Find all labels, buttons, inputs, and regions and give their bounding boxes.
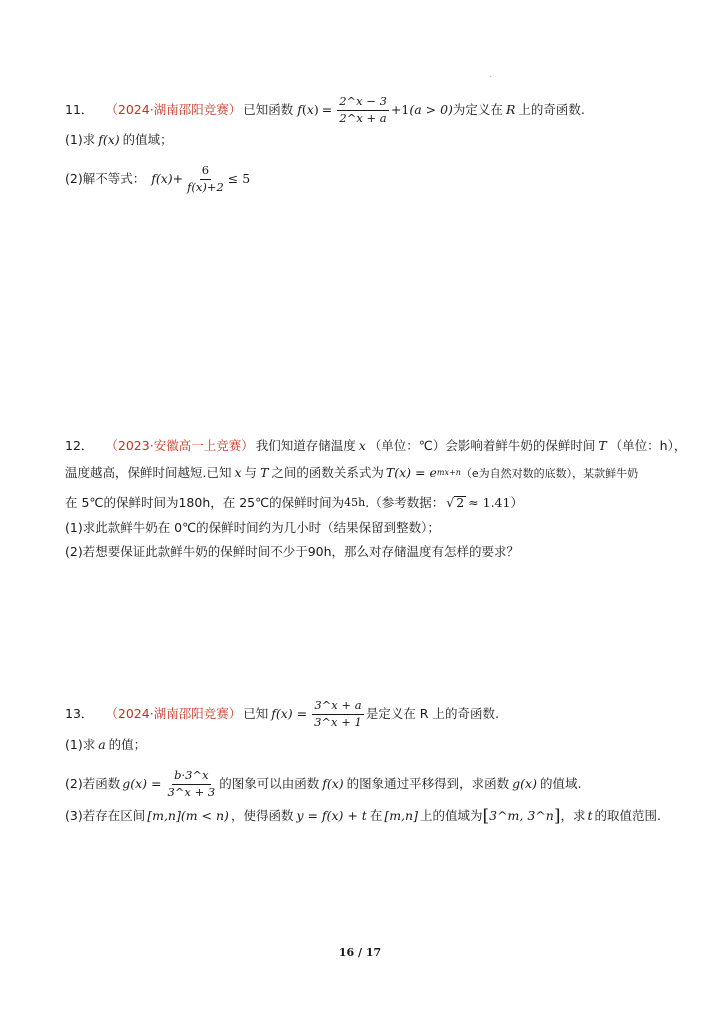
q13-p3-mn: [m,n] xyxy=(384,808,418,824)
q11-f: f xyxy=(297,101,302,117)
q12-x: x xyxy=(358,438,366,453)
q12-l2-a: 温度越高，保鲜时间越短.已知 xyxy=(65,465,232,480)
q13-p2-f: f(x) xyxy=(322,775,344,791)
q12-l2-c: 之间的函数关系式为 xyxy=(271,465,384,480)
q13-p2-g: g(x) = xyxy=(122,775,162,791)
q11-p1-label: (1)求 xyxy=(65,132,96,147)
q12-p1: (1)求此款鲜牛奶在 0℃的保鲜时间约为几小时（结果保留到整数）； xyxy=(65,520,440,535)
q12-sqrt-radicand: 2 xyxy=(456,495,465,510)
q13-part1 xyxy=(65,739,690,752)
q12-l3-b: .（参考数据： xyxy=(365,494,445,510)
q12-source: （2023·安徽高一上竞赛） xyxy=(105,438,254,453)
q13-p2-b: 的图象可以由函数 xyxy=(219,775,320,791)
q13-p3-b: ，使得函数 xyxy=(230,808,294,824)
q11-frac-den: 2^x + a xyxy=(339,110,387,125)
q13-frac-num: 3^x + a xyxy=(312,700,363,715)
q12-line1 xyxy=(65,440,690,453)
q13-p3-e: ，求 xyxy=(560,808,586,824)
q13-p3-y: y = f(x) + t xyxy=(296,808,367,824)
q11-part1 xyxy=(65,134,690,147)
q11-x: x xyxy=(306,101,314,117)
q13-p2-num: b·3^x xyxy=(172,770,210,785)
q13-part3: (3)若存在区间 [m,n](m < n) ，使得函数 y = f(x) + t 在 [m,n] 上的值域为 [ 3^m, 3^n ] ，求 t 的取值范围. xyxy=(65,806,662,826)
q12-l2-d: （e为自然对数的底数），某款鲜牛奶 xyxy=(460,466,639,480)
q11-eq: = xyxy=(321,101,333,117)
q13-p2-c: 的图象通过平移得到，求函数 xyxy=(346,775,510,791)
q12-p2: (2)若想要保证此款鲜牛奶的保鲜时间不少于90h，那么对存储温度有怎样的要求？ xyxy=(65,544,520,559)
q13-stem xyxy=(65,700,690,728)
q13-p3-a: (3)若存在区间 xyxy=(65,808,146,824)
q12-l2-T: T xyxy=(260,465,269,480)
q13-number: 13． xyxy=(65,705,94,721)
q11-p2-den: f(x)+2 xyxy=(187,179,224,194)
q13-p3-c: 在 xyxy=(369,808,383,824)
q11-stem-a: 已知函数 xyxy=(243,101,294,117)
q12-part1 xyxy=(65,522,690,535)
q13-fraction xyxy=(312,700,364,728)
q11-stem: 11． （2024·湖南邵阳竞赛） 已知函数 f ( x ) = $\frac{2\^{}x - 3}{2\^{}x + a}$ +1 (a > 0) 为定义在 R 上的奇函数. xyxy=(65,94,585,125)
page-dot: . xyxy=(489,70,492,79)
q11-p2-tail: ≤ 5 xyxy=(227,170,251,186)
q13-p3-d: 上的值域为 xyxy=(419,808,483,824)
q11-plus-one: +1 xyxy=(390,101,410,117)
q11-frac-num: 2^x − 3 xyxy=(337,96,389,111)
q11-stem-b: 为定义在 xyxy=(452,101,503,117)
q11-source: （2024·湖南邵阳竞赛） xyxy=(105,101,242,117)
q11-cond: (a > 0) xyxy=(409,101,453,117)
q12-func: T(x) = e xyxy=(385,465,437,480)
q13-p1-a: (1)求 xyxy=(65,737,96,752)
q13-p2-fraction xyxy=(165,770,217,798)
q13-stem-a: 已知 xyxy=(243,705,269,721)
q11-R: R xyxy=(505,101,516,117)
q13-p3-f: 的取值范围. xyxy=(594,808,662,824)
q12-approx: ≈ 1.41 xyxy=(468,494,511,510)
q13-frac-den: 3^x + 1 xyxy=(314,714,362,729)
q13-p2-g2: g(x) xyxy=(512,775,537,791)
q13-p3-range: 3^m, 3^n xyxy=(489,808,554,824)
q13-part2 xyxy=(65,770,690,798)
q13-p1-b: 的值； xyxy=(108,737,147,752)
q13-p2-a: (2)若函数 xyxy=(65,775,121,791)
q13-source: （2024·湖南邵阳竞赛） xyxy=(105,705,242,721)
q11-fraction xyxy=(337,96,389,124)
q12-sqrt: √ 2 xyxy=(446,495,465,510)
page-footer: 16 / 17 xyxy=(338,946,382,959)
q12-l1-a: 我们知道存储温度 xyxy=(255,438,356,453)
q12-line3 xyxy=(65,496,690,510)
q12-l3-val: 45h xyxy=(344,496,366,510)
q11-p2-label: (2)解不等式： xyxy=(65,170,146,186)
q12-T: T xyxy=(598,438,607,453)
q12-l3-a: 在 5℃的保鲜时间为180h，在 25℃的保鲜时间为 xyxy=(65,494,345,510)
q11-p2-f: f(x)+ xyxy=(151,170,184,186)
q11-p2-num: 6 xyxy=(200,165,211,180)
q12-line2: 温度越高，保鲜时间越短.已知 x 与 T 之间的函数关系式为 T(x) = e mx+n （e为自然对数的底数），某款鲜牛奶 xyxy=(65,465,639,480)
q13-p3-int: [m,n](m < n) xyxy=(147,808,229,824)
q12-part2 xyxy=(65,546,690,559)
q11-p1-f: f(x) xyxy=(98,132,120,147)
q11-part2 xyxy=(65,165,690,193)
q12-l2-x: x xyxy=(234,465,242,480)
q12-l3-c: ） xyxy=(510,494,523,510)
q11-stem-c: 上的奇函数. xyxy=(518,101,585,117)
q12-l1-c: （单位：h）， xyxy=(609,438,687,453)
q11-p2-fraction xyxy=(185,165,226,193)
q13-p2-d: 的值域. xyxy=(539,775,582,791)
q13-p1-var: a xyxy=(98,737,106,752)
q11-p1-tail: 的值域； xyxy=(122,132,173,147)
q13-p2-den: 3^x + 3 xyxy=(167,784,216,799)
q12-l1-b: （单位：℃）会影响着鲜牛奶的保鲜时间 xyxy=(368,438,596,453)
q13-p3-t: t xyxy=(587,808,593,824)
q13-fx: f(x) = xyxy=(271,705,308,721)
q13-stem-b: 是定义在 R 上的奇函数. xyxy=(365,705,499,721)
q12-number: 12． xyxy=(65,438,94,453)
q12-l2-b: 与 xyxy=(244,465,258,480)
q11-number: 11． xyxy=(65,101,94,117)
